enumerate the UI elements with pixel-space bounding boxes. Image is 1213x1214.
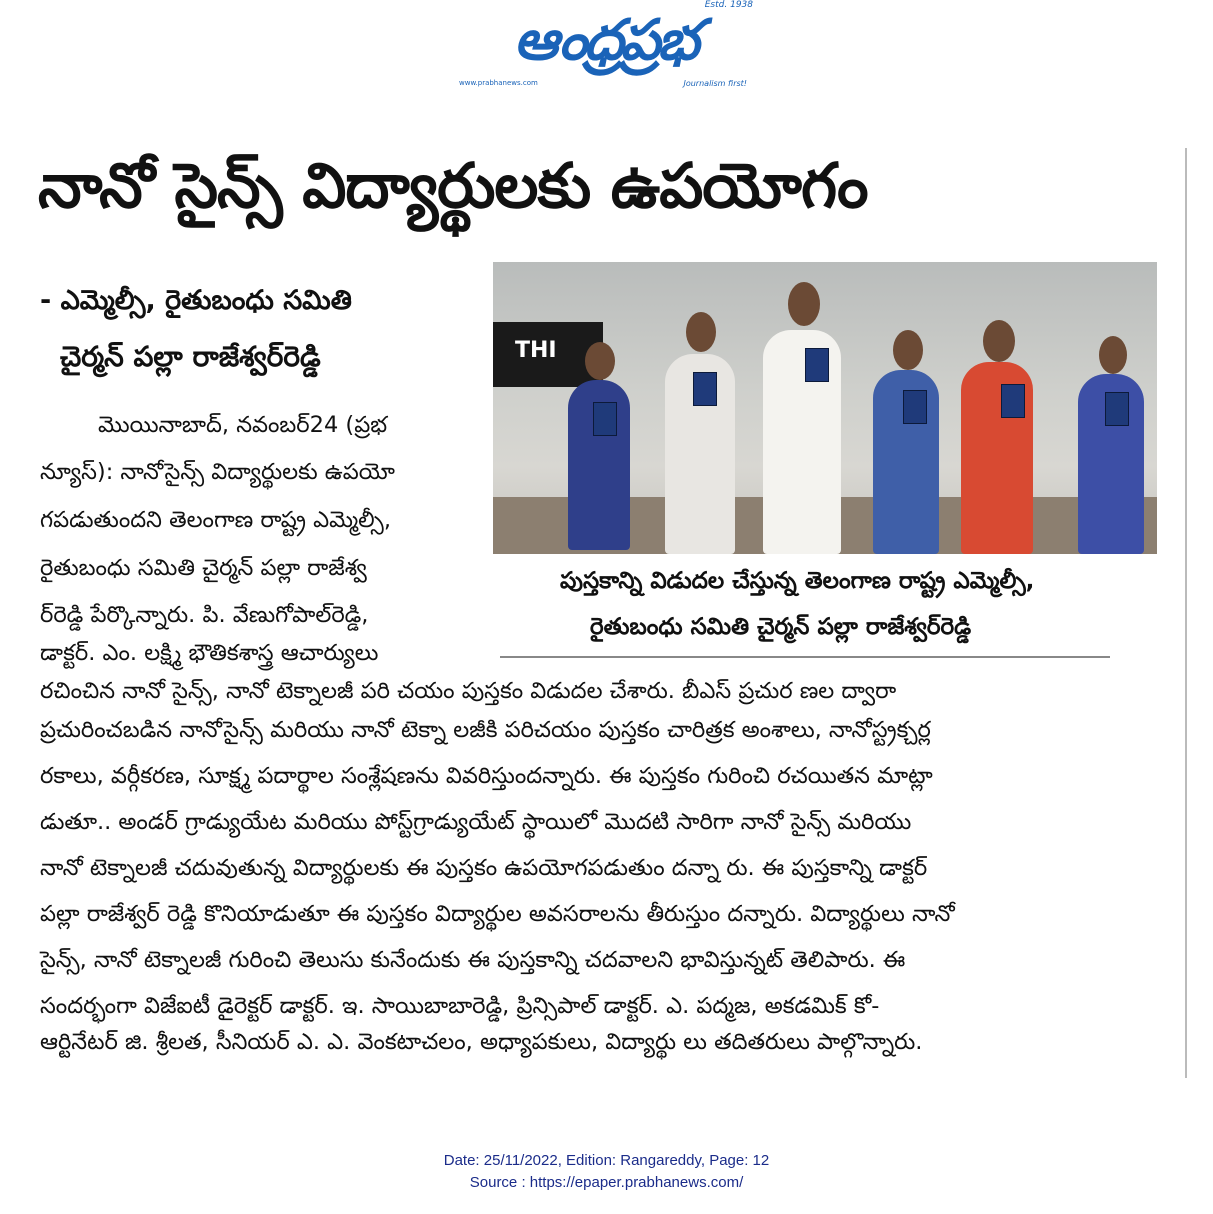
article-body-line: ర్‌రెడ్డి పేర్కొన్నారు. పి. వేణుగోపాల్‌రెడ్డి,: [40, 602, 369, 628]
article-body-line: డాక్టర్. ఎం. లక్ష్మి భౌతికశాస్త్ర ఆచార్యులు: [40, 640, 379, 666]
article-subheading-2: చైర్మన్ పల్లా రాజేశ్వర్‌రెడ్డి: [60, 340, 321, 373]
photo-person-head: [893, 330, 923, 370]
photo-book: [593, 402, 617, 436]
masthead: [455, 0, 755, 92]
caption-divider: [500, 656, 1110, 658]
article-body-line: నానో టెక్నాలజీ చదువుతున్న విద్యార్థులకు ఈ పుస్తకం ఉపయోగపడుతుం దన్నా రు. ఈ పుస్తకాన్ని డాక్టర్: [40, 855, 928, 881]
article-headline: నానో సైన్స్ విద్యార్థులకు ఉపయోగం: [38, 149, 868, 222]
photo-person-head: [1099, 336, 1127, 374]
website-label: www.prabhanews.com: [459, 79, 538, 87]
established-label: Estd. 1938: [704, 0, 753, 10]
newspaper-logo: ఆంధ్రప్రభ: [513, 8, 697, 73]
article-subheading-1: - ఎమ్మెల్సీ, రైతుబంధు సమితి: [40, 285, 352, 316]
article-body-line: రైతుబంధు సమితి చైర్మన్ పల్లా రాజేశ్వ: [40, 555, 367, 581]
footer-date-edition: Date: 25/11/2022, Edition: Rangareddy, Page: 12: [443, 1152, 770, 1169]
photo-caption-line-1: పుస్తకాన్ని విడుదల చేస్తున్న తెలంగాణ రాష్ట్ర ఎమ్మెల్సీ,: [560, 568, 1035, 594]
article-body-line: సందర్భంగా విజేఐటీ డైరెక్టర్ డాక్టర్. ఇ. సాయిబాబారెడ్డి, ప్రిన్సిపాల్ డాక్టర్. ఎ. పద్మజ, అకడమిక్ కో-: [40, 993, 880, 1019]
photo-book: [1105, 392, 1129, 426]
photo-book: [805, 348, 829, 382]
photo-person-head: [585, 342, 615, 380]
article-body-line: పల్లా రాజేశ్వర్ రెడ్డి కొనియాడుతూ ఈ పుస్తకం విద్యార్థుల అవసరాలను తీరుస్తుం దన్నారు. విద్యార్థులు నానో: [40, 901, 955, 927]
tagline: Journalism first!: [683, 79, 747, 88]
photo-banner-text: THI: [515, 338, 557, 363]
photo-person: [763, 330, 841, 554]
article-body-line: సైన్స్, నానో టెక్నాలజీ గురించి తెలుసు కునేందుకు ఈ పుస్తకాన్ని చదవాలని భావిస్తున్నట్ తెలిపారు. ఈ: [40, 947, 906, 973]
article-body-line: గపడుతుందని తెలంగాణ రాష్ట్ర ఎమ్మెల్సీ,: [40, 507, 391, 533]
photo-book: [693, 372, 717, 406]
article-body-line: డుతూ.. అండర్ గ్రాడ్యుయేట మరియు పోస్ట్‌గ్రాడ్యుయేట్ స్థాయిలో మొదటి సారిగా నానో సైన్స్ మరియు: [40, 809, 912, 835]
photo-person-head: [788, 282, 820, 326]
photo-book: [1001, 384, 1025, 418]
article-body-line: ప్రచురించబడిన నానోసైన్స్ మరియు నానో టెక్నా లజీకి పరిచయం పుస్తకం చారిత్రక అంశాలు, నానోస్ట్రక్చర్ల: [40, 717, 931, 743]
photo-caption-line-2: రైతుబంధు సమితి చైర్మన్ పల్లా రాజేశ్వర్‌రెడ్డి: [590, 614, 972, 640]
column-divider: [1185, 148, 1187, 1078]
photo-person-head: [983, 320, 1015, 362]
article-photo: [493, 262, 1157, 554]
photo-book: [903, 390, 927, 424]
footer-source: Source : https://epaper.prabhanews.com/: [469, 1174, 744, 1191]
article-body-line: రచించిన నానో సైన్స్, నానో టెక్నాలజీ పరి చయం పుస్తకం విడుదల చేశారు. బీఎస్ ప్రచుర ణల ద్వారా: [40, 678, 897, 704]
photo-person-head: [686, 312, 716, 352]
article-body-line: మొయినాబాద్, నవంబర్24 (ప్రభ: [98, 412, 388, 438]
article-body-line: రకాలు, వర్గీకరణ, సూక్ష్మ పదార్థాల సంశ్లేషణను వివరిస్తుందన్నారు. ఈ పుస్తకం గురించి రచయితన మాట్లా: [40, 763, 933, 789]
article-body-line: ఆర్టినేటర్ జి. శ్రీలత, సీనియర్ ఎ. ఎ. వెంకటాచలం, అధ్యాపకులు, విద్యార్థు లు తదితరులు పాల్గొన్నారు.: [40, 1029, 923, 1055]
article-body-line: న్యూస్): నానోసైన్స్ విద్యార్థులకు ఉపయో: [40, 459, 395, 485]
